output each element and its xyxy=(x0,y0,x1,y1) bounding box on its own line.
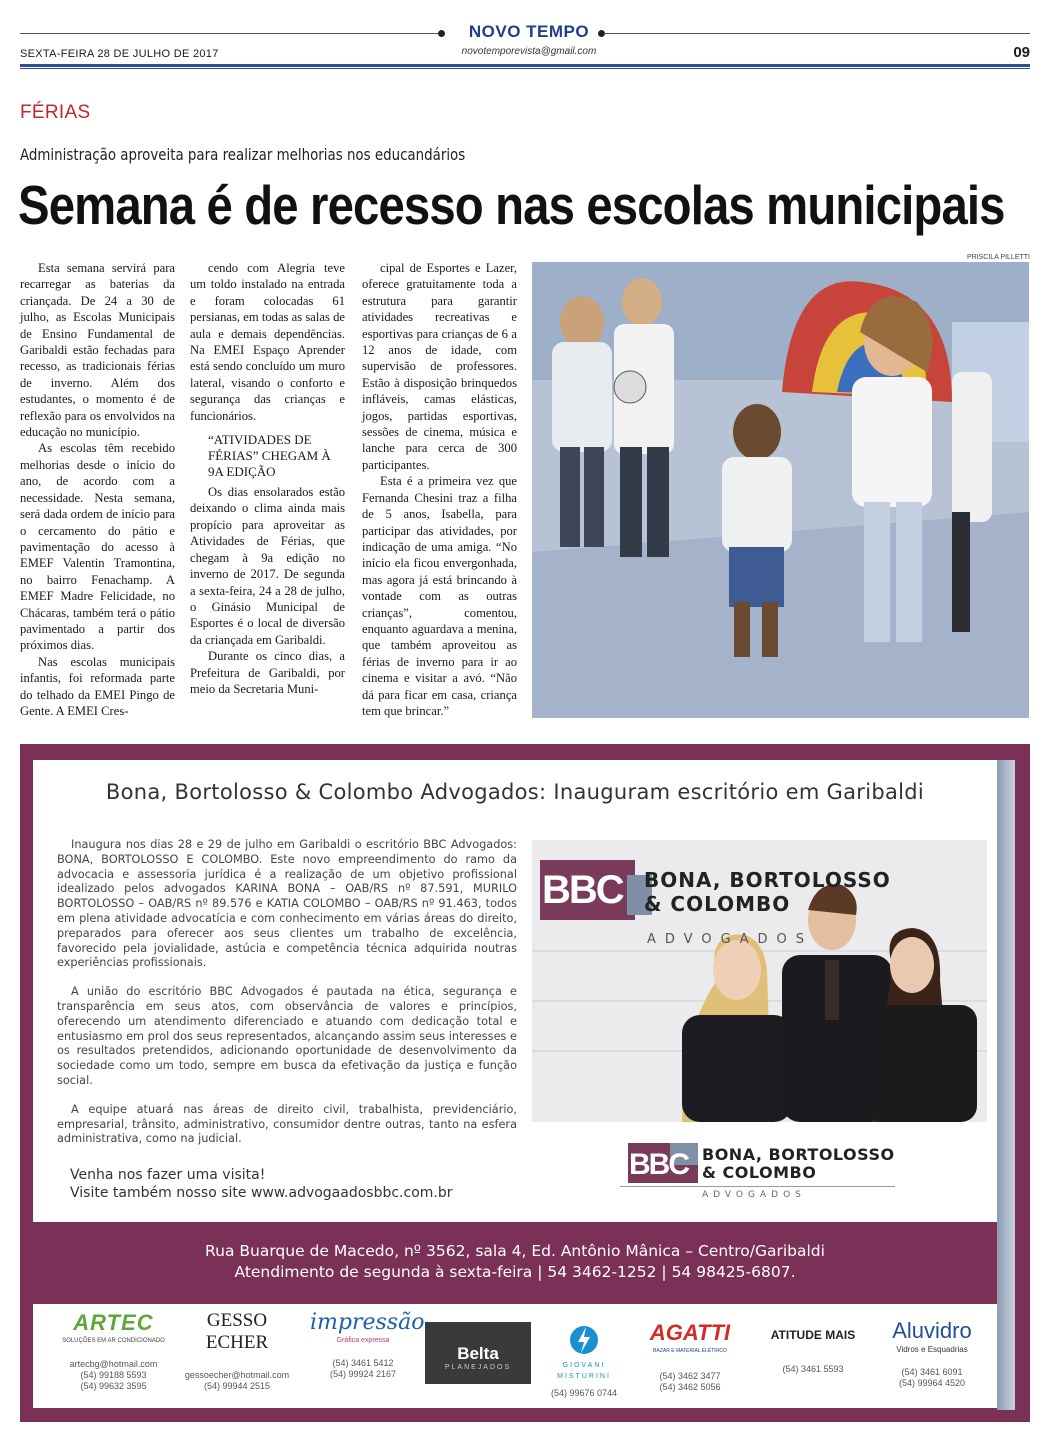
sponsor-agatti xyxy=(635,1310,745,1393)
paragraph: Nas escolas municipais infantis, foi reformada parte do telhado da EMEI Pingo de Gente. A EMEI Cres- xyxy=(20,654,175,718)
sponsor-contact: (54) 99676 0744 xyxy=(550,1388,618,1398)
paragraph: cipal de Esportes e Lazer, oferece gratuitamente toda a estrutura para garantir atividades recreativas e esportivas para crianças de 6 a 12 anos de idade, com supervisão de professores. Estão à disposição brinquedos infláveis, camas elásticas, jogos, partidas esportivas, sessões de cinema, música e lanche para cerca de 300 participantes. xyxy=(362,261,517,472)
sponsor-contact: gessoecher@hotmail.com xyxy=(184,1370,290,1380)
sponsor-gesso-echer xyxy=(176,1310,298,1392)
sponsor-tag: PLANEJADOS xyxy=(444,1364,512,1371)
article-kicker: Administração aproveita para realizar melhorias nos educandários xyxy=(20,145,466,164)
sponsor-atitude-mais xyxy=(752,1310,874,1375)
bbc-logo-sub: ADVOGADOS xyxy=(702,1190,806,1200)
sponsor-contact: artecbg@hotmail.com xyxy=(69,1359,158,1369)
photo-logo-name-2: & COLOMBO xyxy=(644,892,791,916)
article-column-2 xyxy=(190,260,345,697)
issue-date: SEXTA-FEIRA 28 DE JULHO DE 2017 xyxy=(20,48,219,60)
sponsor-contact: (54) 3461 5412 xyxy=(332,1358,394,1368)
paragraph: Esta semana servirá para recarregar as baterias da criançada. De 24 a 30 de julho, as Escolas Municipais de Ensino Fundamental de Garibaldi estão fechadas para recesso, as tradicionais férias de inverno. Além dos estudantes, o momento é de reflexão para os envolvidos na educação no município. xyxy=(20,261,175,440)
bbc-logo-name-2: & COLOMBO xyxy=(702,1163,817,1182)
children-playing-illustration xyxy=(532,262,1029,718)
header-divider-thin xyxy=(20,68,1030,69)
ad-address-block xyxy=(33,1241,997,1283)
section-label: FÉRIAS xyxy=(20,102,91,123)
page-number: 09 xyxy=(1013,44,1030,61)
contact-email[interactable]: novotemporevista@gmail.com xyxy=(461,46,597,57)
sponsor-logo: GIOVANI MISTURINI xyxy=(557,1362,611,1380)
sponsor-logo: Belta xyxy=(457,1344,499,1363)
sponsor-impressao xyxy=(310,1310,425,1380)
paragraph: Durante os cinco dias, a Prefeitura de Garibaldi, por meio da Secretaria Muni- xyxy=(190,649,345,696)
paragraph: Os dias ensolarados estão deixando o clima ainda mais propício para aproveitar as Atividades de Férias, que chegam à 9a edição no inverno de 2017. De segunda a sexta-feira, 24 a 28 de julho, o Ginásio Municipal de Esportes é o local de diversão da criançada em Garibaldi. xyxy=(190,485,345,647)
sponsor-contact: (54) 3461 6091 xyxy=(901,1367,963,1377)
sponsor-aluvidro xyxy=(878,1310,986,1389)
paragraph: A equipe atuará nas áreas de direito civil, trabalhista, previdenciário, empresarial, trânsito, administrativo, consumidor dentre outras, tanto na esfera administrativa, como na judicial. xyxy=(57,1102,517,1146)
photo-logo-sub: ADVOGADOS xyxy=(647,932,814,947)
sponsor-contact: (54) 99964 4520 xyxy=(898,1378,966,1388)
ad-side-stripe xyxy=(997,760,1015,1410)
sponsor-logo: GESSO ECHER xyxy=(205,1310,269,1353)
sponsor-logo: impressão xyxy=(310,1310,425,1335)
paragraph: cendo com Alegria teve um toldo instalado na entrada e foram colocadas 61 persianas, em todas as salas de aula e demais dependências. Na EMEI Espaço Aprender está sendo concluído um muro lateral, visando o conforto e segurança das crianças e funcionários. xyxy=(190,261,345,423)
article-column-1 xyxy=(20,260,175,719)
bbc-logo-name-1: BONA, BORTOLOSSO xyxy=(702,1145,895,1164)
website-line[interactable]: Visite também nosso site www.advogaadosbbc.com.br xyxy=(70,1185,453,1201)
sponsor-giovani-misturini xyxy=(545,1310,623,1399)
sponsor-tag: Vidros e Esquadrias xyxy=(896,1345,968,1354)
sponsor-logo: Aluvidro xyxy=(892,1318,972,1343)
sponsor-logo: AGATTI xyxy=(649,1320,731,1345)
paragraph: A união do escritório BBC Advogados é pautada na ética, segurança e transparência em seus atos, com observância de valores e princípios, oferecendo um atendimento diferenciado e atuando com dedicação total e entusiasmo em prol dos seus representados, alcançando assim seus interesses e os resultados pretendidos, adicionando oportunidade de desenvolvimento da sociedade como um todo, sempre em busca da efetivação da justiça e função social. xyxy=(57,985,517,1087)
photo-credit: PRISCILA PILLETTI xyxy=(966,254,1030,261)
sponsor-contact: (54) 3461 5593 xyxy=(782,1364,844,1374)
sponsor-tag: BAZAR E MATERIAL ELÉTRICO xyxy=(653,1348,727,1354)
lightning-icon xyxy=(569,1322,599,1358)
sponsor-contact: (54) 99188 5593 xyxy=(80,1370,147,1380)
sponsor-tag: Gráfica expressa xyxy=(336,1337,390,1344)
sponsor-contact: (54) 99924 2167 xyxy=(329,1369,397,1379)
bbc-logo-mark: BBC xyxy=(629,1148,688,1181)
sponsor-contact: (54) 3462 5056 xyxy=(659,1382,721,1392)
article-subhead: “ATIVIDADES DE FÉRIAS” CHEGAM À 9A EDIÇÃO xyxy=(208,432,331,480)
sponsor-tag: SOLUÇÕES EM AR CONDICIONADO xyxy=(62,1338,165,1344)
sponsor-logo: ATITUDE MAIS xyxy=(770,1328,856,1342)
paragraph: As escolas têm recebido melhorias desde o início do ano, de acordo com a necessidade. Nesta semana, será dada ordem de início para o cercamento do pátio e pavimentação do acesso à EMEF Valentin Tramontina, no bairro Fenachamp. A EMEF Madre Felicidade, no Chácaras, também terá o pátio pavimentado a partir dos próximos dias. xyxy=(20,441,175,653)
sponsor-belta xyxy=(425,1322,531,1384)
sponsor-contact: (54) 99944 2515 xyxy=(203,1381,271,1391)
article-photo xyxy=(532,262,1029,718)
paragraph: Esta é a primeira vez que Fernanda Chesini traz a filha de 5 anos, Isabella, para participar das atividades, por indicação de uma amiga. “No início ela ficou envergonhada, mas agora já está brincando à vontade com as outras crianças”, comentou, enquanto aguardava a menina, que também aproveitou as férias de inverno para ir ao cinema e visitar a avó. “Não dá para ficar em casa, criança tem que brincar.” xyxy=(362,474,517,718)
photo-logo-mark: BBC xyxy=(542,868,623,912)
photo-logo-name-1: BONA, BORTOLOSSO xyxy=(644,868,891,892)
ad-address: Rua Buarque de Macedo, nº 3562, sala 4, Ed. Antônio Mânica – Centro/Garibaldi xyxy=(205,1242,825,1260)
ad-title: Bona, Bortolosso & Colombo Advogados: Inauguram escritório em Garibaldi xyxy=(105,780,925,804)
sponsor-logo: ARTEC xyxy=(73,1310,154,1335)
visit-line: Venha nos fazer uma visita! xyxy=(70,1167,266,1183)
sponsor-contact: (54) 3462 3477 xyxy=(659,1371,721,1381)
newspaper-brand: NOVO TEMPO xyxy=(468,22,590,41)
bbc-logo-rule xyxy=(620,1186,895,1187)
article-column-3 xyxy=(362,260,517,719)
paragraph: Inaugura nos dias 28 e 29 de julho em Garibaldi o escritório BBC Advogados: BONA, BORTOLOSSO E COLOMBO. Este novo empreendimento do ramo da advocacia e assessoria jurídica é a realização de um objetivo profissional idealizado pelos advogados KARINA BONA – OAB/RS nº 87.591, MURILO BORTOLOSSO – OAB/RS nº 89.576 e KATIA COLOMBO – OAB/RS nº 91.463, todos em plena atividade advocatícia e com conhecimento em várias áreas do direito, preparados para oferecer aos seus clientes um trabalho de excelência, favorecido pela jovialidade, astúcia e competência técnica adquirida noutras experiências profissionais. xyxy=(57,838,517,970)
article-headline: Semana é de recesso nas escolas municipais xyxy=(18,174,1005,236)
ad-body xyxy=(57,838,517,1161)
ad-hours: Atendimento de segunda à sexta-feira | 54 3462-1252 | 54 98425-6807. xyxy=(234,1263,796,1281)
lawyers-photo xyxy=(532,840,987,1122)
ad-visit-invite xyxy=(70,1166,453,1202)
sponsor-artec xyxy=(56,1310,171,1392)
header-divider xyxy=(20,64,1030,67)
sponsor-contact: (54) 99632 3595 xyxy=(80,1381,147,1391)
